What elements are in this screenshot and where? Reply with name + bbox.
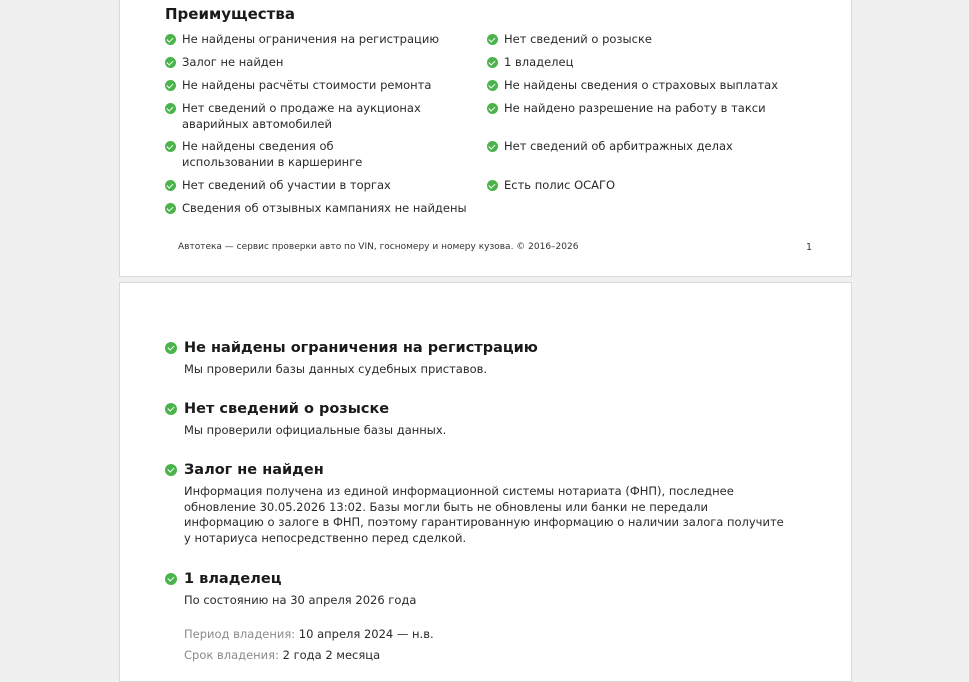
check-circle-icon [165, 573, 177, 585]
check-circle-icon [165, 57, 176, 68]
check-circle-icon [165, 403, 177, 415]
check-circle-icon [165, 342, 177, 354]
check-result-description: Информация получена из единой информационной системы нотариата (ФНП), последнее обновление 30.05.2026 13:02. Базы могли быть не обновлены или банки не передали информацию о залоге в ФНП, поэтому гарантированную информацию о наличии залога получите у нотариуса непосредственно перед сделкой. [184, 484, 784, 545]
advantage-text: Сведения об отзывных кампаниях не найдены [182, 201, 467, 215]
ownership-period-value: 10 апреля 2024 — н.в. [298, 626, 434, 641]
advantage-item [165, 32, 470, 48]
check-result-wanted [165, 401, 805, 439]
check-result-header [165, 571, 805, 587]
advantage-text: Не найдено разрешение на работу в такси [504, 101, 766, 115]
check-circle-icon [487, 180, 498, 191]
check-circle-icon [165, 141, 176, 152]
check-result-description: Мы проверили официальные базы данных. [184, 423, 447, 437]
check-result-header [165, 340, 805, 356]
page-footer-text: Автотека — сервис проверки авто по VIN, госномеру и номеру кузова. © 2016–2026 [178, 242, 579, 252]
ownership-period-label: Период владения: [184, 626, 296, 641]
advantage-item [165, 55, 470, 71]
advantage-item [487, 139, 787, 155]
check-circle-icon [165, 203, 176, 214]
advantage-item [165, 78, 470, 94]
advantage-item [487, 101, 787, 117]
check-result-title: Не найдены ограничения на регистрацию [184, 340, 538, 356]
report-page-2 [119, 282, 852, 682]
page-number: 1 [806, 242, 813, 253]
advantage-text: Не найдены сведения об использовании в каршеринге [182, 139, 363, 169]
report-page-1 [119, 0, 852, 277]
advantage-text: Не найдены сведения о страховых выплатах [504, 78, 779, 92]
check-circle-icon [487, 103, 498, 114]
check-circle-icon [165, 180, 176, 191]
ownership-term-row [184, 648, 805, 662]
advantage-text: Залог не найден [182, 55, 284, 69]
advantage-text: Не найдены ограничения на регистрацию [182, 32, 440, 46]
check-result-description: По состоянию на 30 апреля 2026 года [184, 593, 417, 607]
advantage-text: Есть полис ОСАГО [504, 178, 616, 192]
check-circle-icon [165, 103, 176, 114]
check-result-header [165, 401, 805, 417]
check-result-owners [165, 571, 805, 662]
advantage-text: Нет сведений о продаже на аукционах аварийных автомобилей [182, 101, 421, 131]
check-circle-icon [165, 34, 176, 45]
advantage-item [487, 178, 787, 194]
advantage-item [165, 101, 470, 132]
check-circle-icon [165, 464, 177, 476]
check-result-title: 1 владелец [184, 571, 282, 587]
check-result-title: Нет сведений о розыске [184, 401, 390, 417]
advantage-item [487, 32, 787, 48]
advantage-item [165, 201, 470, 217]
check-result-description: Мы проверили базы данных судебных приставов. [184, 362, 488, 376]
ownership-period-row [184, 627, 805, 641]
check-result-registration [165, 340, 805, 378]
advantage-text: Нет сведений о розыске [504, 32, 652, 46]
check-circle-icon [487, 34, 498, 45]
advantage-text: Не найдены расчёты стоимости ремонта [182, 78, 432, 92]
advantage-item [487, 55, 787, 71]
check-result-title: Залог не найден [184, 462, 324, 478]
check-result-header [165, 462, 805, 478]
advantage-text: Нет сведений об арбитражных делах [504, 139, 733, 153]
check-circle-icon [487, 80, 498, 91]
advantage-item [165, 139, 420, 170]
advantage-item [487, 78, 787, 94]
advantage-text: Нет сведений об участии в торгах [182, 178, 391, 192]
ownership-term-value: 2 года 2 месяца [282, 647, 381, 662]
advantage-text: 1 владелец [504, 55, 574, 69]
ownership-term-label: Срок владения: [184, 647, 279, 662]
check-result-pledge [165, 462, 805, 546]
check-circle-icon [487, 141, 498, 152]
check-circle-icon [165, 80, 176, 91]
check-circle-icon [487, 57, 498, 68]
advantage-item [165, 178, 470, 194]
advantages-title: Преимущества [165, 5, 295, 23]
